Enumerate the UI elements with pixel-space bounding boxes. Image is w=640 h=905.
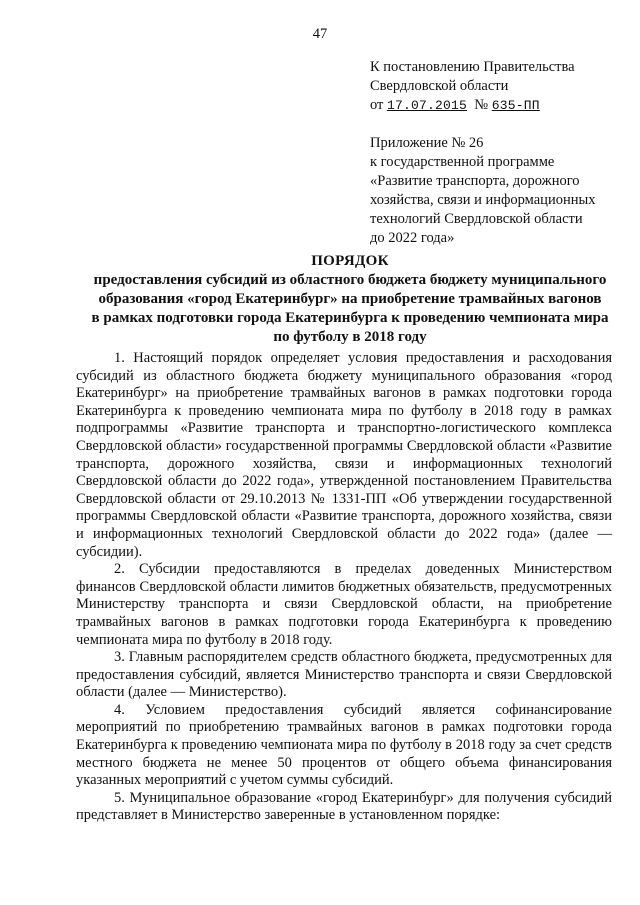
approval-line-2: Свердловской области — [370, 78, 509, 94]
title-main: ПОРЯДОК — [311, 253, 389, 269]
paragraph-1: 1. Настоящий порядок определяет условия предоставления и расходования субсидий из областного бюджета бюджету муниципального образования «город Екатеринбург» на приобретение трамвайных вагонов в рамках подготовки города Екатеринбурга к проведению чемпионата мира по футболу в 2018 году в рамках подпрограммы «Развитие транспорта и транспортно-логистического комплекса Свердловской области» государственной программы Свердловской области «Развитие транспорта, дорожного хозяйства, связи и информационных технологий Свердловской области до 2022 года», утвержденной постановлением Правительства Свердловской области от 29.10.2013 № 1331-ПП «Об утверждении государственной программы Свердловской области «Развитие транспорта, дорожного хозяйства, связи и информационных технологий Свердловской области до 2022 года» (далее — субсидии). — [76, 350, 612, 560]
approval-date-line — [370, 96, 632, 115]
number-prefix: № — [474, 97, 489, 113]
approval-number: 635-ПП — [491, 98, 540, 113]
appendix-block — [370, 134, 632, 248]
appendix-line-2: к государственной программе — [370, 154, 555, 170]
paragraph-5: 5. Муниципальное образование «город Екатеринбург» для получения субсидий представляет в Министерство заверенные в установленном порядке: — [76, 789, 612, 824]
page-number: 47 — [312, 26, 328, 42]
appendix-line-5: технологий Свердловской области — [370, 211, 583, 227]
approval-date: 17.07.2015 — [387, 98, 468, 113]
appendix-line-1: Приложение № 26 — [370, 135, 484, 151]
paragraph-3: 3. Главным распорядителем средств областного бюджета, предусмотренных для предоставления субсидий, является Министерство транспорта и связи Свердловской области (далее — Министерство). — [76, 649, 612, 701]
appendix-line-6: до 2022 года» — [370, 230, 455, 246]
document-title — [60, 252, 640, 347]
title-line-2: образования «город Екатеринбург» на приобретение трамвайных вагонов — [98, 291, 602, 307]
paragraph-4: 4. Условием предоставления субсидий является софинансирование мероприятий по приобретению трамвайных вагонов в рамках подготовки города Екатеринбурга к проведению чемпионата мира по футболу в 2018 году за счет средств местного бюджета не менее 50 процентов от общего объема финансирования указанных мероприятий с учетом суммы субсидий. — [76, 701, 612, 789]
approval-block — [370, 58, 632, 115]
document-body — [76, 350, 612, 825]
title-line-1: предоставления субсидий из областного бюджета бюджету муниципального — [93, 272, 607, 288]
paragraph-2: 2. Субсидии предоставляются в пределах доведенных Министерством финансов Свердловской области лимитов бюджетных обязательств, предусмотренных Министерству транспорта и связи Свердловской области, на приобретение трамвайных вагонов в рамках подготовки города Екатеринбурга к проведению чемпионата мира по футболу в 2018 году. — [76, 561, 612, 648]
title-line-4: по футболу в 2018 году — [273, 329, 427, 345]
title-line-3: в рамках подготовки города Екатеринбурга к проведению чемпионата мира — [91, 310, 609, 326]
appendix-line-4: хозяйства, связи и информационных — [370, 192, 596, 208]
approval-line-1: К постановлению Правительства — [370, 59, 575, 75]
appendix-line-3: «Развитие транспорта, дорожного — [370, 173, 580, 189]
date-prefix: от — [370, 97, 384, 113]
